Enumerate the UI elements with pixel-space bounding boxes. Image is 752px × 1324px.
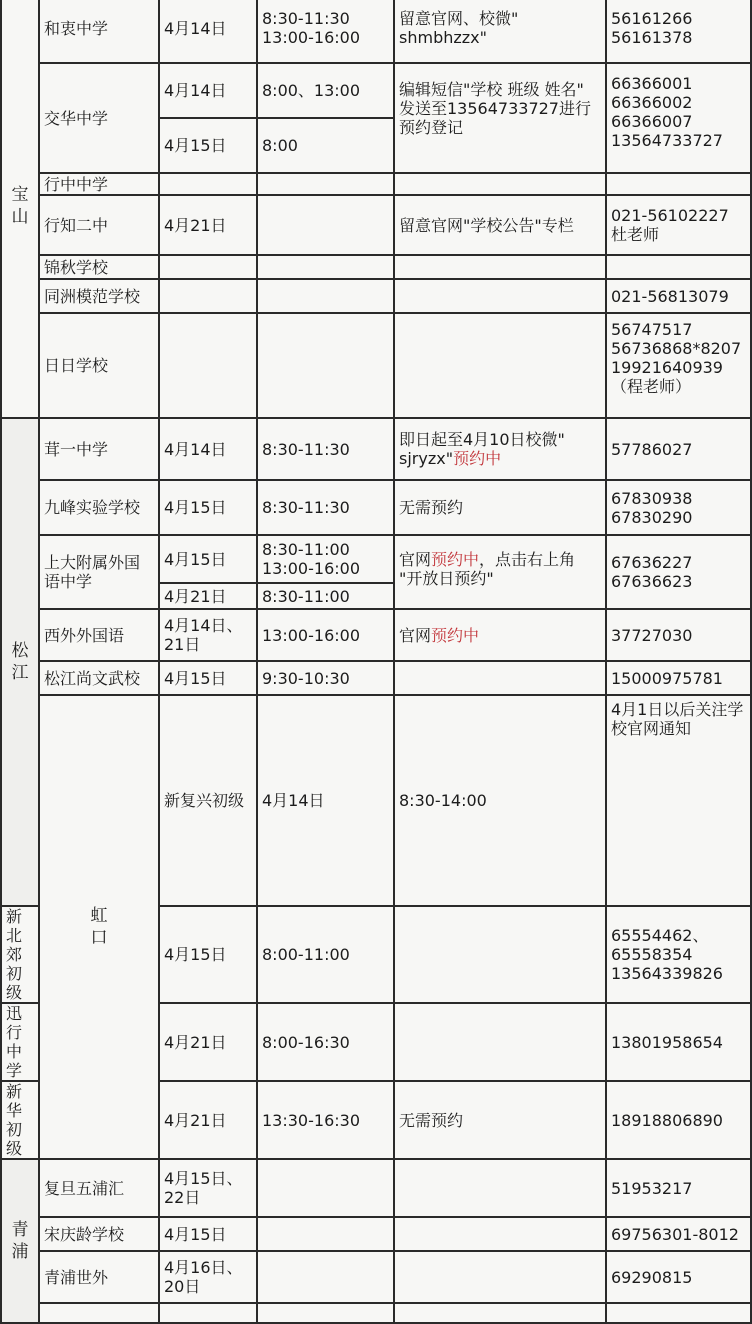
table-row bbox=[1, 195, 751, 255]
booking-status: 预约中 bbox=[453, 449, 502, 468]
open-time: 8:00、13:00 bbox=[257, 63, 394, 118]
open-date: 4月15日 bbox=[159, 1217, 257, 1251]
table-row bbox=[1, 255, 751, 279]
school-name: 和衷中学 bbox=[39, 0, 159, 63]
phone-number: 13801958654 bbox=[606, 1003, 751, 1081]
open-date: 4月14日 bbox=[159, 418, 257, 480]
phone-cell bbox=[606, 313, 751, 418]
open-date: 4月15日 bbox=[159, 906, 257, 1003]
school-name: 茸一中学 bbox=[39, 418, 159, 480]
contact-person: 杜老师 bbox=[611, 225, 660, 244]
note-line: shmbhzzx" bbox=[399, 28, 487, 47]
phone-number: 67636227 bbox=[611, 553, 693, 572]
phone-cell bbox=[606, 195, 751, 255]
table-row bbox=[1, 173, 751, 195]
district-char: 山 bbox=[11, 206, 29, 227]
phone-number: 66366001 bbox=[611, 74, 693, 93]
open-time: 8:30-14:00 bbox=[394, 695, 606, 906]
open-date: 4月15日、22日 bbox=[159, 1159, 257, 1217]
phone-number: 67636623 bbox=[611, 572, 693, 591]
school-name: 青浦世外 bbox=[39, 1251, 159, 1303]
table-row bbox=[1, 480, 751, 535]
open-time: 8:30-11:30 bbox=[257, 418, 394, 480]
open-date: 4月14日、21日 bbox=[159, 609, 257, 661]
school-name: 行知二中 bbox=[39, 195, 159, 255]
open-time: 13:00-16:00 bbox=[257, 609, 394, 661]
school-name: 同洲模范学校 bbox=[39, 279, 159, 313]
note-line: 即日起至4月10日校微" bbox=[399, 430, 565, 449]
district-char: 松 bbox=[11, 641, 29, 661]
open-date: 4月15日 bbox=[159, 480, 257, 535]
booking-note: 官网预约中 bbox=[394, 609, 606, 661]
school-name: 行中中学 bbox=[39, 173, 159, 195]
table-row bbox=[1, 1303, 751, 1323]
district-label bbox=[2, 640, 38, 684]
time-line: 13:00-16:00 bbox=[262, 28, 360, 47]
phone-cell bbox=[606, 480, 751, 535]
time-line: 8:30-11:00 bbox=[262, 540, 350, 559]
district-char: 浦 bbox=[11, 1242, 29, 1262]
table-row bbox=[1, 535, 751, 583]
open-time: 8:00-16:30 bbox=[257, 1003, 394, 1081]
district-label bbox=[2, 1219, 38, 1263]
phone-number: 37727030 bbox=[606, 609, 751, 661]
open-date: 4月15日 bbox=[159, 118, 257, 173]
table-row bbox=[1, 609, 751, 661]
open-time: 8:00-11:00 bbox=[257, 906, 394, 1003]
phone-number: 66366002 bbox=[611, 93, 693, 112]
open-date: 4月21日 bbox=[159, 583, 257, 609]
district-label bbox=[2, 184, 38, 228]
note-line: 预约登记 bbox=[399, 118, 464, 137]
table-row bbox=[1, 1251, 751, 1303]
open-date: 4月21日 bbox=[159, 1003, 257, 1081]
school-name: 新复兴初级 bbox=[159, 695, 257, 906]
table-row bbox=[1, 63, 751, 118]
table-row bbox=[1, 1159, 751, 1217]
open-time: 8:30-11:30 bbox=[257, 480, 394, 535]
booking-status: 预约中 bbox=[431, 625, 480, 645]
district-char: 口 bbox=[90, 928, 108, 948]
phone-number: 69756301-8012 bbox=[606, 1217, 751, 1251]
school-name: 上大附属外国语中学 bbox=[39, 535, 159, 609]
note-line: 编辑短信"学校 班级 姓名" bbox=[399, 80, 584, 99]
note-line: 官网预约中，点击右上角 bbox=[399, 550, 576, 569]
phone-number: 56736868*8207 bbox=[611, 339, 742, 358]
open-time bbox=[257, 535, 394, 583]
school-name: 九峰实验学校 bbox=[39, 480, 159, 535]
booking-note bbox=[394, 0, 606, 63]
table-row bbox=[1, 313, 751, 418]
open-time: 9:30-10:30 bbox=[257, 661, 394, 695]
open-date: 4月15日 bbox=[159, 535, 257, 583]
phone-number: 65558354 bbox=[611, 945, 693, 964]
phone-number: 51953217 bbox=[606, 1159, 751, 1217]
phone-cell bbox=[606, 63, 751, 173]
booking-note: 无需预约 bbox=[394, 480, 606, 535]
open-date: 4月14日 bbox=[159, 0, 257, 63]
open-date: 4月14日 bbox=[257, 695, 394, 906]
phone-number: 66366007 bbox=[611, 112, 693, 131]
district-char: 虹 bbox=[90, 906, 108, 926]
note-line: 留意官网、校微" bbox=[399, 9, 519, 28]
contact-person: （程老师） bbox=[611, 377, 692, 396]
district-cell-baoshan bbox=[1, 0, 39, 418]
district-cell-hongkou bbox=[39, 695, 159, 1159]
time-line: 13:00-16:00 bbox=[262, 559, 360, 578]
booking-note: 4月1日以后关注学校官网通知 bbox=[606, 695, 751, 906]
district-char: 江 bbox=[11, 663, 29, 683]
district-char: 宝 bbox=[11, 184, 29, 205]
phone-number: 021-56813079 bbox=[606, 279, 751, 313]
table-row bbox=[1, 0, 751, 63]
phone-number: 56161378 bbox=[611, 28, 693, 47]
booking-note bbox=[394, 535, 606, 609]
phone-number: 13564733727 bbox=[611, 131, 723, 150]
phone-number: 15000975781 bbox=[606, 661, 751, 695]
school-name: 锦秋学校 bbox=[39, 255, 159, 279]
district-label bbox=[40, 905, 158, 949]
note-line: sjryzx"预约中 bbox=[399, 449, 502, 468]
open-time: 13:30-16:30 bbox=[257, 1081, 394, 1159]
school-name: 新华初级 bbox=[1, 1081, 39, 1159]
school-name: 松江尚文武校 bbox=[39, 661, 159, 695]
phone-number: 67830938 bbox=[611, 488, 693, 508]
phone-cell bbox=[606, 0, 751, 63]
booking-status: 预约中 bbox=[431, 550, 480, 569]
booking-note: 留意官网"学校公告"专栏 bbox=[394, 195, 606, 255]
open-time bbox=[257, 0, 394, 63]
booking-note bbox=[394, 63, 606, 173]
district-char: 青 bbox=[11, 1220, 29, 1240]
phone-number: 18918806890 bbox=[606, 1081, 751, 1159]
booking-note: 无需预约 bbox=[394, 1081, 606, 1159]
table-row bbox=[1, 661, 751, 695]
table-row bbox=[1, 695, 751, 906]
open-date: 4月21日 bbox=[159, 195, 257, 255]
note-line: 发送至13564733727进行 bbox=[399, 99, 591, 118]
school-name: 宋庆龄学校 bbox=[39, 1217, 159, 1251]
phone-cell bbox=[606, 535, 751, 609]
school-name: 日日学校 bbox=[39, 313, 159, 418]
school-name: 交华中学 bbox=[39, 63, 159, 173]
phone-number: 67830290 bbox=[611, 507, 693, 527]
booking-note bbox=[394, 418, 606, 480]
phone-number: 56161266 bbox=[611, 9, 693, 28]
phone-cell bbox=[606, 906, 751, 1003]
table-row bbox=[1, 279, 751, 313]
phone-number: 19921640939 bbox=[611, 358, 723, 377]
time-line: 8:30-11:30 bbox=[262, 9, 350, 28]
phone-number: 13564339826 bbox=[611, 964, 723, 983]
phone-number: 021-56102227 bbox=[611, 206, 729, 225]
open-date: 4月15日 bbox=[159, 661, 257, 695]
table-row bbox=[1, 1217, 751, 1251]
open-date: 4月21日 bbox=[159, 1081, 257, 1159]
note-line: "开放日预约" bbox=[399, 569, 494, 588]
district-cell-qingpu bbox=[1, 1159, 39, 1323]
school-name: 迅行中学 bbox=[1, 1003, 39, 1081]
open-time: 8:00 bbox=[257, 118, 394, 173]
phone-number: 69290815 bbox=[606, 1251, 751, 1303]
open-date: 4月14日 bbox=[159, 63, 257, 118]
school-name: 复旦五浦汇 bbox=[39, 1159, 159, 1217]
school-name: 新北郊初级 bbox=[1, 906, 39, 1003]
phone-number: 65554462、 bbox=[611, 926, 709, 945]
phone-number: 56747517 bbox=[611, 320, 693, 339]
phone-number: 57786027 bbox=[606, 418, 751, 480]
open-date: 4月16日、20日 bbox=[159, 1251, 257, 1303]
district-cell-songjiang bbox=[1, 418, 39, 906]
school-name: 西外外国语 bbox=[39, 609, 159, 661]
open-time: 8:30-11:00 bbox=[257, 583, 394, 609]
table-row bbox=[1, 418, 751, 480]
